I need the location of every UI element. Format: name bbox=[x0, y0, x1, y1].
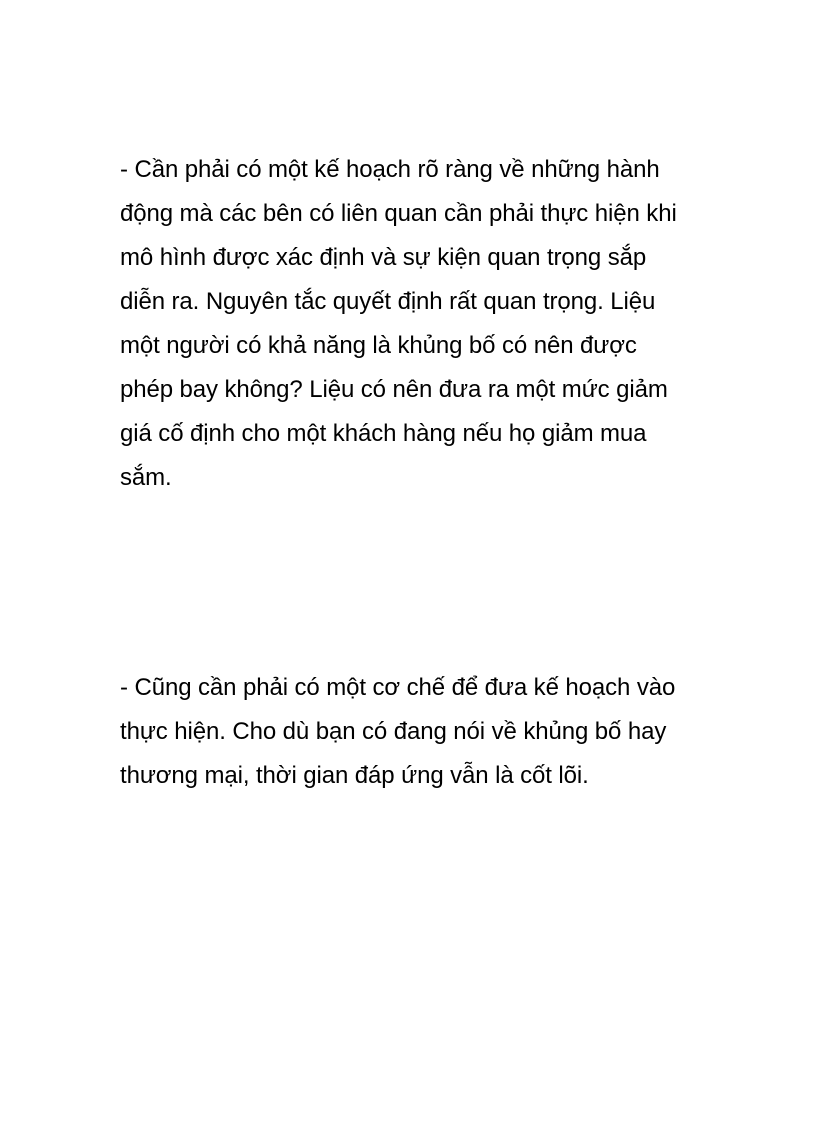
text-line: mô hình được xác định và sự kiện quan trọng sắp bbox=[120, 244, 647, 271]
text-line: sắm. bbox=[120, 464, 172, 491]
text-line: thực hiện. Cho dù bạn có đang nói về khủng bố hay bbox=[120, 718, 667, 745]
text-line: thương mại, thời gian đáp ứng vẫn là cốt lõi. bbox=[120, 762, 589, 789]
text-line: phép bay không? Liệu có nên đưa ra một mức giảm bbox=[120, 376, 668, 403]
text-line: - Cũng cần phải có một cơ chế để đưa kế hoạch vào bbox=[120, 674, 676, 701]
text-line: diễn ra. Nguyên tắc quyết định rất quan trọng. Liệu bbox=[120, 288, 656, 315]
text-line: giá cố định cho một khách hàng nếu họ giảm mua bbox=[120, 420, 647, 447]
text-line: động mà các bên có liên quan cần phải thực hiện khi bbox=[120, 200, 677, 227]
text-line: - Cần phải có một kế hoạch rõ ràng về những hành bbox=[120, 156, 660, 183]
text-line: một người có khả năng là khủng bố có nên được bbox=[120, 332, 637, 359]
